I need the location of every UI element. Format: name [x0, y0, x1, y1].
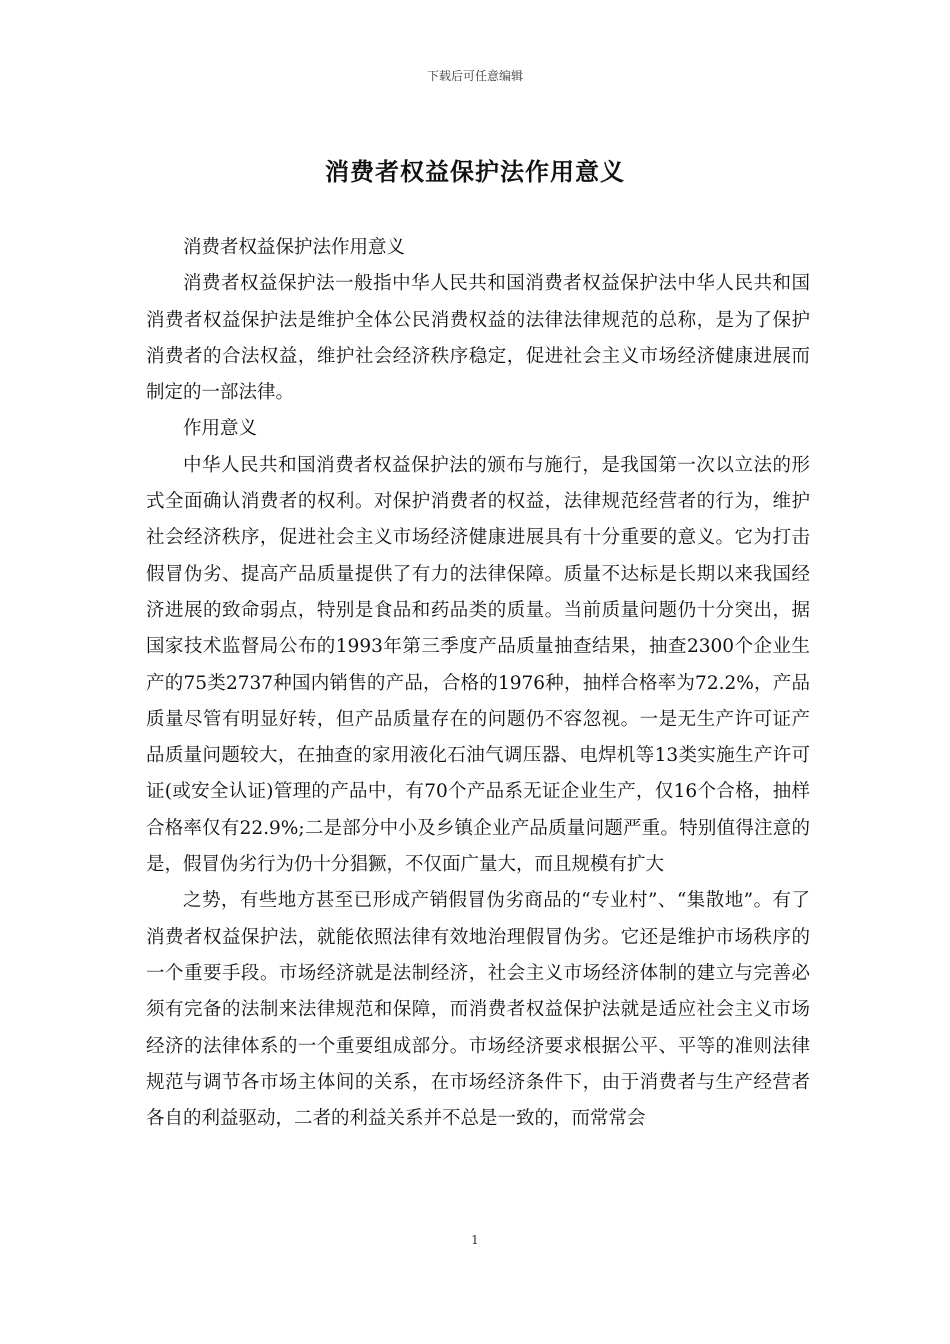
paragraph-subtitle: 消费者权益保护法作用意义: [183, 237, 406, 258]
page-number: 1: [471, 1233, 479, 1247]
document-title: 消费者权益保护法作用意义: [325, 157, 625, 186]
document-body: [146, 230, 810, 1137]
paragraph-market-order: 之势，有些地方甚至已形成产销假冒伪劣商品的“专业村”、“集散地”。有了消费者权益保护法，就能依照法律有效地治理假冒伪劣。它还是维护市场秩序的一个重要手段。市场经济就是法制经济，社会主义市场经济体制的建立与完善必须有完备的法制来法律规范和保障，而消费者权益保护法就是适应社会主义市场经济的法律体系的一个重要组成部分。市场经济要求根据公平、平等的准则法律规范与调节各市场主体间的关系，在市场经济条件下，由于消费者与生产经营者各自的利益驱动，二者的利益关系并不总是一致的，而常常会: [146, 890, 810, 1130]
paragraph-significance: 中华人民共和国消费者权益保护法的颁布与施行，是我国第一次以立法的形式全面确认消费者的权利。对保护消费者的权益，法律规范经营者的行为，维护社会经济秩序，促进社会主义市场经济健康进展具有十分重要的意义。它为打击假冒伪劣、提高产品质量提供了有力的法律保障。质量不达标是长期以来我国经济进展的致命弱点，特别是食品和药品类的质量。当前质量问题仍十分突出，据国家技术监督局公布的1993年第三季度产品质量抽查结果，抽查2300个企业生产的75类2737种国内销售的产品，合格的1976种，抽样合格率为72.2%，产品质量尽管有明显好转，但产品质量存在的问题仍不容忽视。一是无生产许可证产品质量问题较大，在抽查的家用液化石油气调压器、电焊机等13类实施生产许可证(或安全认证)管理的产品中，有70个产品系无证企业生产，仅16个合格，抽样合格率仅有22.9%;二是部分中小及乡镇企业产品质量问题严重。特别值得注意的是，假冒伪劣行为仍十分猖獗，不仅面广量大，而且规模有扩大: [146, 454, 810, 876]
paragraph-definition: 消费者权益保护法一般指中华人民共和国消费者权益保护法中华人民共和国消费者权益保护法是维护全体公民消费权益的法律法律规范的总称，是为了保护消费者的合法权益，维护社会经济秩序稳定，促进社会主义市场经济健康进展而制定的一部法律。: [146, 273, 810, 404]
paragraph-section-heading: 作用意义: [183, 418, 258, 440]
page-header-note: 下载后可任意编辑: [426, 69, 523, 83]
